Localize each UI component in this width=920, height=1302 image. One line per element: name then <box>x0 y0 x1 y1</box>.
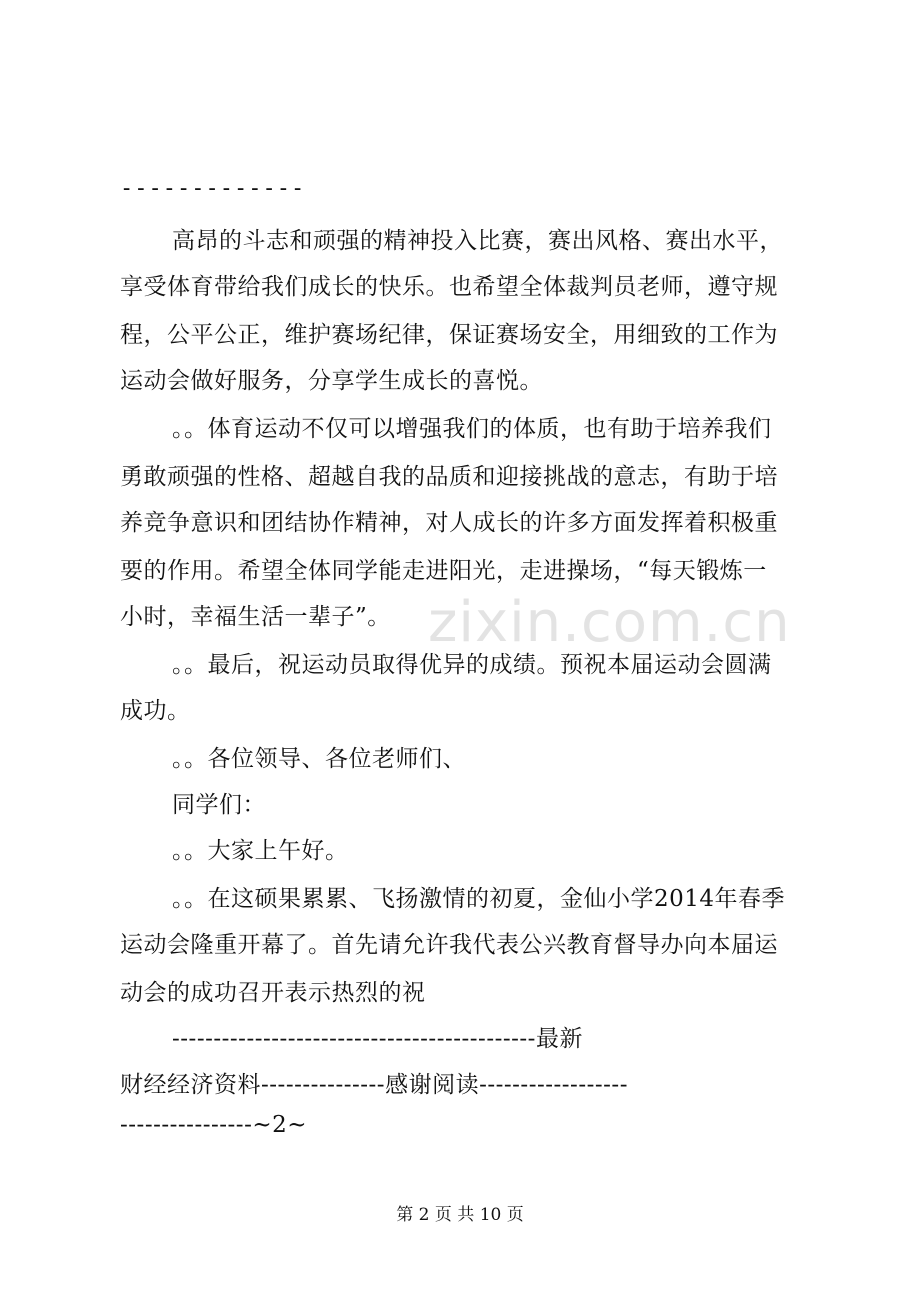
body-line-15: 。。在这硕果累累、飞扬激情的初夏，金仙小学2014年春季 <box>172 886 786 912</box>
body-line-19: 财经经济资料---------------感谢阅读------------------ <box>120 1072 628 1098</box>
body-line-17: 动会的成功召开表示热烈的祝 <box>120 980 426 1006</box>
body-line-5: 。。体育运动不仅可以增强我们的体质，也有助于培养我们 <box>172 416 772 442</box>
body-line-20: ----------------~2~ <box>120 1112 308 1138</box>
body-line-1: 高昂的斗志和顽强的精神投入比赛，赛出风格、赛出水平， <box>172 228 783 254</box>
body-line-16: 运动会隆重开幕了。首先请允许我代表公兴教育督导办向本届运 <box>120 932 778 958</box>
body-line-4: 运动会做好服务，分享学生成长的喜悦。 <box>120 368 543 394</box>
body-line-10: 。。最后，祝运动员取得优异的成绩。预祝本届运动会圆满 <box>172 652 772 678</box>
body-line-14: 。。大家上午好。 <box>172 838 349 864</box>
page-footer: 第 2 页 共 10 页 <box>396 1205 524 1225</box>
watermark: zixin.com.cn <box>428 590 791 655</box>
body-line-9: 小时，幸福生活一辈子”。 <box>120 604 391 630</box>
body-line-13: 同学们： <box>172 792 266 818</box>
body-line-7: 养竞争意识和团结协作精神，对人成长的许多方面发挥着积极重 <box>120 510 778 536</box>
body-line-3: 程，公平公正，维护赛场纪律，保证赛场安全，用细致的工作为 <box>120 322 778 348</box>
body-line-12: 。。各位领导、各位老师们、 <box>172 746 466 772</box>
body-line-11: 成功。 <box>120 698 191 724</box>
top-separator-dashes: ------------- <box>120 176 306 201</box>
body-line-2: 享受体育带给我们成长的快乐。也希望全体裁判员老师，遵守规 <box>120 274 778 300</box>
body-line-18: --------------------------------------------最新 <box>172 1026 583 1052</box>
body-line-8: 要的作用。希望全体同学能走进阳光，走进操场，“每天锻炼一 <box>120 558 767 584</box>
body-line-6: 勇敢顽强的性格、超越自我的品质和迎接挑战的意志，有助于培 <box>120 464 778 490</box>
